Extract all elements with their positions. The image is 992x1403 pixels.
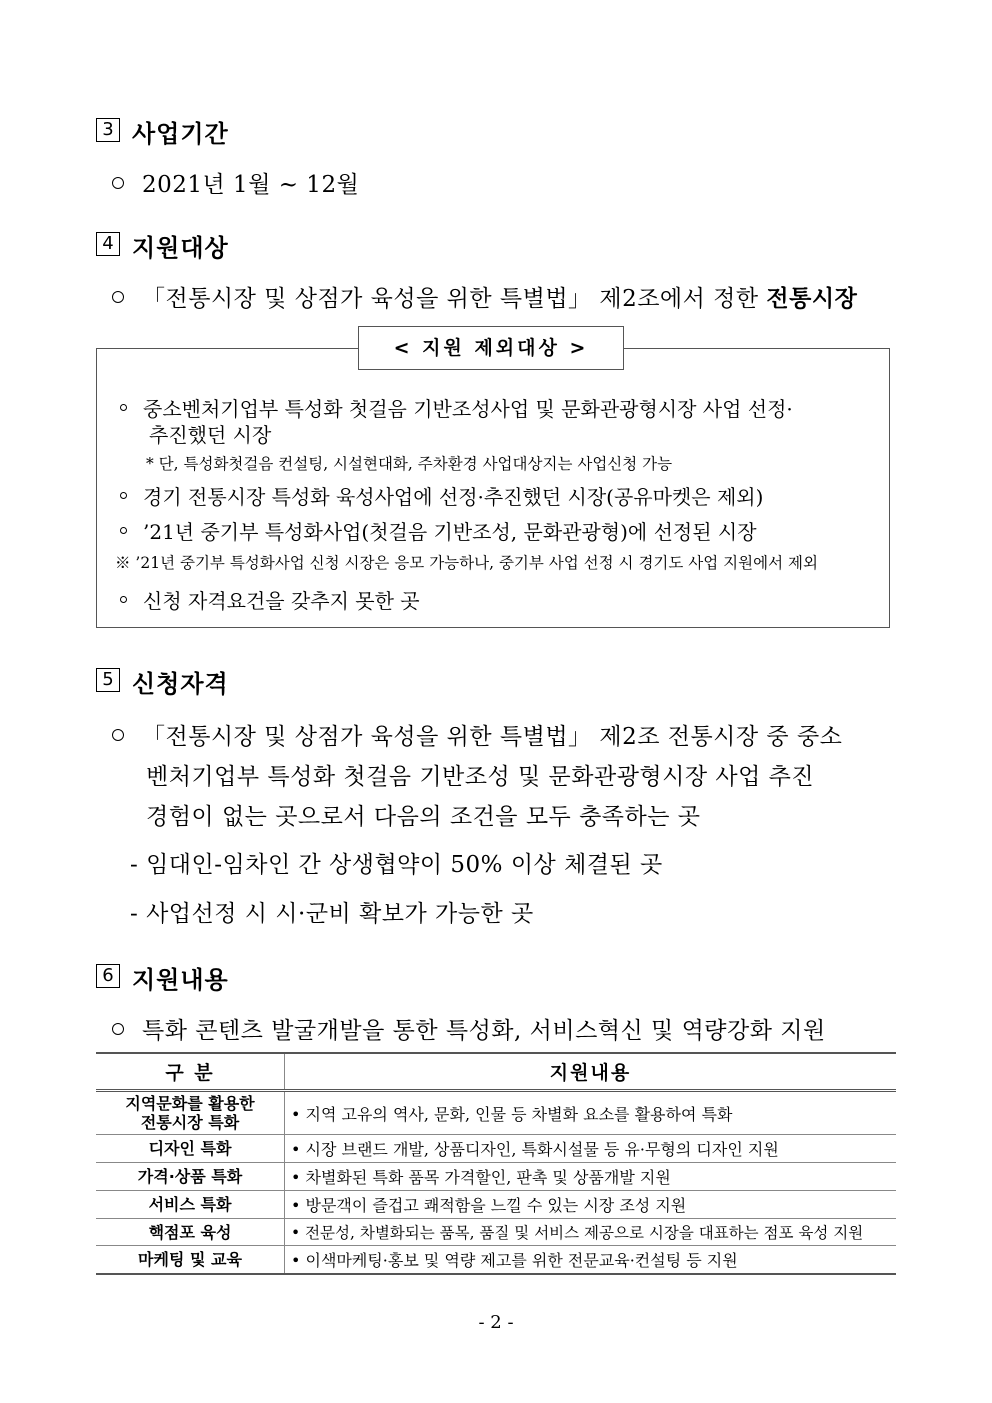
period-text: 2021년 1월 ~ 12월 [142, 172, 360, 198]
section-number: 3 [96, 118, 120, 142]
support-line [112, 1012, 826, 1045]
section-title-eligibility: 신청자격 [132, 670, 229, 698]
exclusion-item [120, 393, 793, 422]
category-line: 지역문화를 활용한 [125, 1094, 255, 1113]
table-row [96, 1091, 896, 1135]
exclusion-remark: ※ ’21년 중기부 특성화사업 신청 시장은 응모 가능하나, 중기부 사업 선정 시 경기도 사업 지원에서 제외 [115, 554, 818, 572]
table-cell-category: 디자인 특화 [96, 1135, 285, 1163]
section-number: 4 [96, 232, 120, 256]
exclusion-item-text: 경기 전통시장 특성화 육성사업에 선정·추진했던 시장(공유마켓은 제외) [143, 485, 764, 509]
section-number: 6 [96, 964, 120, 988]
table-row [96, 1246, 896, 1275]
table-cell-content: • 방문객이 즐겁고 쾌적함을 느낄 수 있는 시장 조성 지원 [285, 1191, 897, 1219]
section-title-support: 지원내용 [132, 966, 229, 994]
exclusion-item-text: ’21년 중기부 특성화사업(첫걸음 기반조성, 문화관광형)에 선정된 시장 [143, 520, 757, 544]
circle-bullet-icon [112, 729, 124, 741]
exclusion-item [120, 481, 763, 510]
table-cell-category: 가격·상품 특화 [96, 1163, 285, 1191]
section-title-target: 지원대상 [132, 234, 229, 262]
exclusion-item [120, 585, 420, 614]
section-number: 5 [96, 668, 120, 692]
exclusion-note: * 단, 특성화첫걸음 컨설팅, 시설현대화, 주차환경 사업대상지는 사업신청 가능 [146, 455, 673, 473]
eligibility-line-cont: 벤처기업부 특성화 첫걸음 기반조성 및 문화관광형시장 사업 추진 [146, 764, 815, 790]
circle-bullet-icon [112, 1023, 124, 1035]
target-text: 「전통시장 및 상점가 육성을 위한 특별법」 제2조에서 정한 [142, 286, 767, 312]
table-row [96, 1219, 896, 1246]
small-circle-bullet-icon [120, 404, 127, 411]
table-row [96, 1135, 896, 1163]
circle-bullet-icon [112, 291, 124, 303]
period-line [112, 166, 359, 199]
table-cell-category: 마케팅 및 교육 [96, 1246, 285, 1275]
table-header-row [96, 1053, 896, 1091]
table-cell-content: • 시장 브랜드 개발, 상품디자인, 특화시설물 등 유·무형의 디자인 지원 [285, 1135, 897, 1163]
small-circle-bullet-icon [120, 596, 127, 603]
table-cell-category: 서비스 특화 [96, 1191, 285, 1219]
support-table [96, 1052, 896, 1275]
target-line [112, 280, 857, 313]
section-title-period: 사업기간 [132, 120, 229, 148]
exclusion-item-cont: 추진했던 시장 [149, 423, 272, 447]
target-bold: 전통시장 [766, 286, 858, 312]
eligibility-line-cont: 경험이 없는 곳으로서 다음의 조건을 모두 충족하는 곳 [146, 804, 701, 830]
page-number: - 2 - [478, 1312, 514, 1333]
exclusion-box-title: < 지원 제외대상 > [358, 326, 624, 370]
circle-bullet-icon [112, 177, 124, 189]
small-circle-bullet-icon [120, 527, 127, 534]
table-row [96, 1191, 896, 1219]
eligibility-condition: - 사업선정 시 시·군비 확보가 가능한 곳 [130, 901, 534, 927]
exclusion-item [120, 516, 757, 545]
eligibility-condition: - 임대인-임차인 간 상생협약이 50% 이상 체결된 곳 [130, 852, 663, 878]
table-header-category: 구 분 [96, 1053, 285, 1091]
table-header-content: 지원내용 [285, 1053, 897, 1091]
support-text: 특화 콘텐츠 발굴개발을 통한 특성화, 서비스혁신 및 역량강화 지원 [142, 1018, 826, 1044]
table-cell-content: • 차별화된 특화 품목 가격할인, 판촉 및 상품개발 지원 [285, 1163, 897, 1191]
eligibility-text: 「전통시장 및 상점가 육성을 위한 특별법」 제2조 전통시장 중 중소 [142, 724, 843, 750]
small-circle-bullet-icon [120, 492, 127, 499]
table-row [96, 1163, 896, 1191]
table-cell-content: • 전문성, 차별화되는 품목, 품질 및 서비스 제공으로 시장을 대표하는 점포 육성 지원 [285, 1219, 897, 1246]
exclusion-item-text: 신청 자격요건을 갖추지 못한 곳 [143, 589, 420, 613]
eligibility-line [112, 718, 842, 751]
category-line: 전통시장 특화 [140, 1113, 240, 1132]
table-cell-category [96, 1091, 285, 1135]
table-cell-category: 핵점포 육성 [96, 1219, 285, 1246]
table-cell-content: • 지역 고유의 역사, 문화, 인물 등 차별화 요소를 활용하여 특화 [285, 1091, 897, 1135]
table-cell-content: • 이색마케팅·홍보 및 역량 제고를 위한 전문교육·컨설팅 등 지원 [285, 1246, 897, 1275]
exclusion-item-text: 중소벤처기업부 특성화 첫걸음 기반조성사업 및 문화관광형시장 사업 선정· [143, 397, 793, 421]
